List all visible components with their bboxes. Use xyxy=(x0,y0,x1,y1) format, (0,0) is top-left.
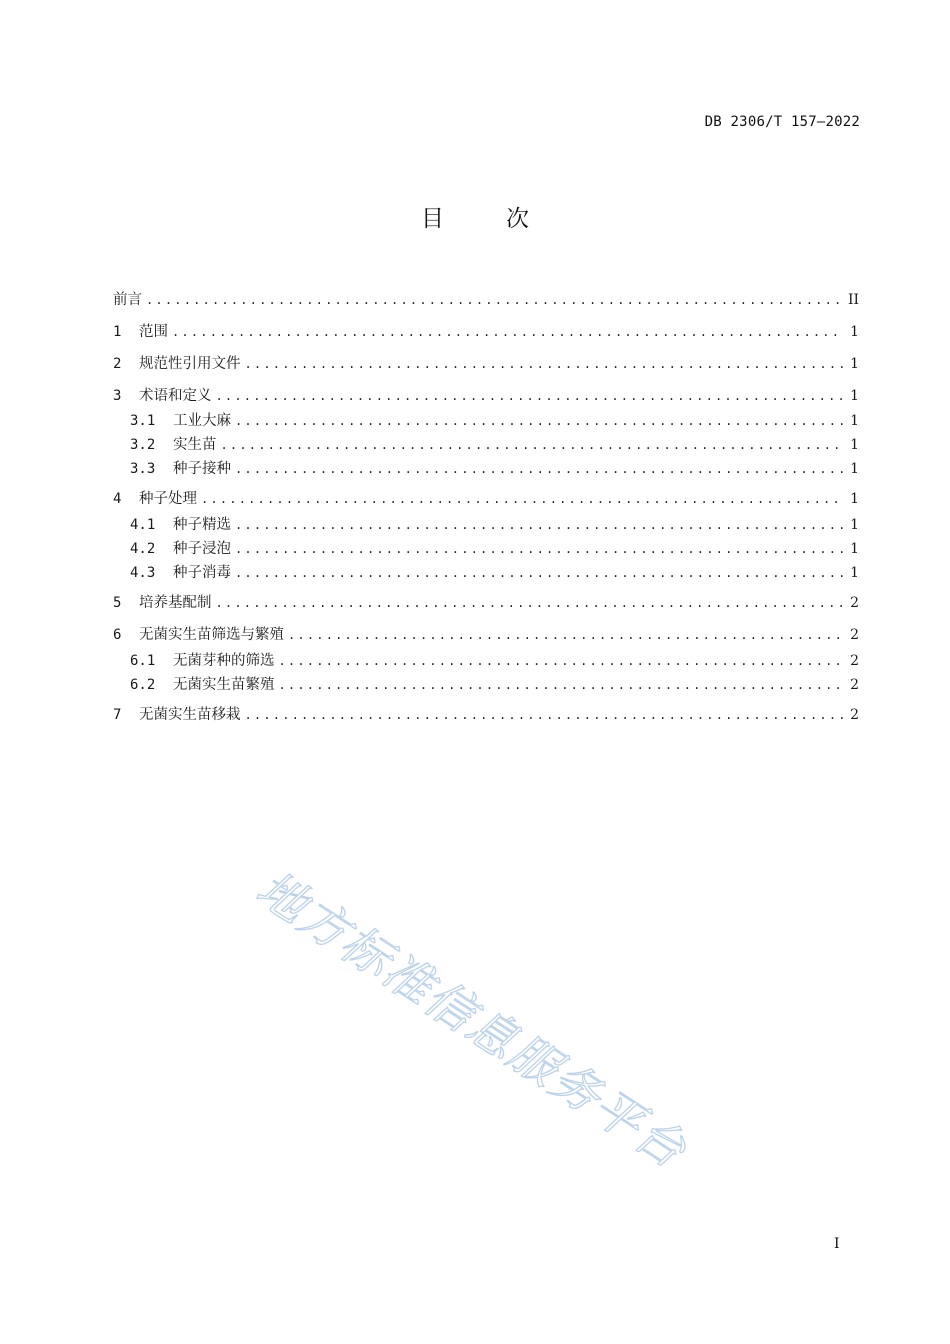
toc-entry[interactable] xyxy=(113,675,859,695)
toc-entry-label: 前言 xyxy=(113,292,142,308)
toc-dot-leader xyxy=(235,563,843,583)
toc-entry-number: 3.1 xyxy=(130,413,156,429)
toc-entry-page: 1 xyxy=(850,491,859,507)
toc-entry-label: 种子消毒 xyxy=(173,565,231,581)
toc-entry-number: 4.3 xyxy=(130,565,156,581)
toc-entry-page: 1 xyxy=(850,565,859,581)
toc-entry[interactable] xyxy=(113,386,859,406)
toc-dot-leader xyxy=(235,411,843,431)
toc-entry-number: 5 xyxy=(113,595,122,611)
toc-entry-number: 6.2 xyxy=(130,677,156,693)
toc-dot-leader xyxy=(201,489,843,509)
toc-entry-number: 3.2 xyxy=(130,437,156,453)
toc-entry-page: 2 xyxy=(850,707,859,723)
toc-entry-page: 1 xyxy=(850,388,859,404)
toc-dot-leader xyxy=(245,354,844,374)
toc-entry-number: 2 xyxy=(113,356,122,372)
toc-dot-leader xyxy=(216,386,844,406)
toc-entry-label: 范围 xyxy=(139,324,168,340)
toc-entry[interactable] xyxy=(113,651,859,671)
toc-entry[interactable] xyxy=(113,515,859,535)
toc-entry-page: 2 xyxy=(850,595,859,611)
toc-dot-leader xyxy=(279,675,844,695)
toc-entry-page: II xyxy=(847,292,859,308)
document-code: DB 2306/T 157—2022 xyxy=(704,114,860,130)
watermark: 地方标准信息服务平台 xyxy=(246,860,697,1180)
toc-dot-leader xyxy=(146,290,843,310)
toc-entry-number: 4.2 xyxy=(130,541,156,557)
toc-entry[interactable] xyxy=(113,322,859,342)
toc-dot-leader xyxy=(221,435,844,455)
toc-entry-label: 种子精选 xyxy=(173,517,231,533)
toc-entry-label: 无菌实生苗筛选与繁殖 xyxy=(139,627,284,643)
toc-dot-leader xyxy=(235,459,843,479)
toc-entry-page: 1 xyxy=(850,437,859,453)
toc-entry-number: 6.1 xyxy=(130,653,156,669)
toc-entry-page: 1 xyxy=(850,324,859,340)
toc-entry-page: 2 xyxy=(850,627,859,643)
toc-entry-label: 规范性引用文件 xyxy=(139,356,241,372)
toc-dot-leader xyxy=(235,515,843,535)
toc-entry-label: 种子浸泡 xyxy=(173,541,231,557)
page-number: I xyxy=(834,1236,840,1252)
toc-entry[interactable] xyxy=(113,563,859,583)
toc-entry[interactable] xyxy=(113,290,859,310)
toc-entry-page: 2 xyxy=(850,677,859,693)
toc-entry[interactable] xyxy=(113,354,859,374)
toc-entry-number: 6 xyxy=(113,627,122,643)
toc-entry-label: 工业大麻 xyxy=(173,413,231,429)
toc-entry-label: 培养基配制 xyxy=(139,595,212,611)
toc-dot-leader xyxy=(216,593,844,613)
toc-dot-leader xyxy=(172,322,843,342)
toc-entry-number: 3.3 xyxy=(130,461,156,477)
toc-entry-label: 种子处理 xyxy=(139,491,197,507)
toc-entry-page: 1 xyxy=(850,517,859,533)
toc-entry-number: 3 xyxy=(113,388,122,404)
toc-entry[interactable] xyxy=(113,705,859,725)
page-title: 目次 xyxy=(421,206,591,232)
toc-dot-leader xyxy=(279,651,844,671)
toc-entry-page: 1 xyxy=(850,541,859,557)
toc-entry[interactable] xyxy=(113,435,859,455)
toc-entry[interactable] xyxy=(113,489,859,509)
toc-entry-page: 1 xyxy=(850,356,859,372)
toc-entry-number: 1 xyxy=(113,324,122,340)
toc-entry-page: 1 xyxy=(850,461,859,477)
toc-entry[interactable] xyxy=(113,625,859,645)
toc-entry-number: 4.1 xyxy=(130,517,156,533)
toc-entry-page: 2 xyxy=(850,653,859,669)
toc-entry[interactable] xyxy=(113,459,859,479)
toc-dot-leader xyxy=(235,539,843,559)
toc-entry-label: 无菌芽种的筛选 xyxy=(173,653,275,669)
toc-entry[interactable] xyxy=(113,539,859,559)
toc-entry[interactable] xyxy=(113,593,859,613)
toc-entry-page: 1 xyxy=(850,413,859,429)
toc-entry-number: 7 xyxy=(113,707,122,723)
toc-entry-label: 种子接种 xyxy=(173,461,231,477)
toc-entry-label: 术语和定义 xyxy=(139,388,212,404)
toc-dot-leader xyxy=(288,625,843,645)
toc-entry-label: 无菌实生苗移栽 xyxy=(139,707,241,723)
toc-entry-label: 实生苗 xyxy=(173,437,217,453)
toc-entry-number: 4 xyxy=(113,491,122,507)
toc-entry[interactable] xyxy=(113,411,859,431)
toc-dot-leader xyxy=(245,705,844,725)
toc-entry-label: 无菌实生苗繁殖 xyxy=(173,677,275,693)
